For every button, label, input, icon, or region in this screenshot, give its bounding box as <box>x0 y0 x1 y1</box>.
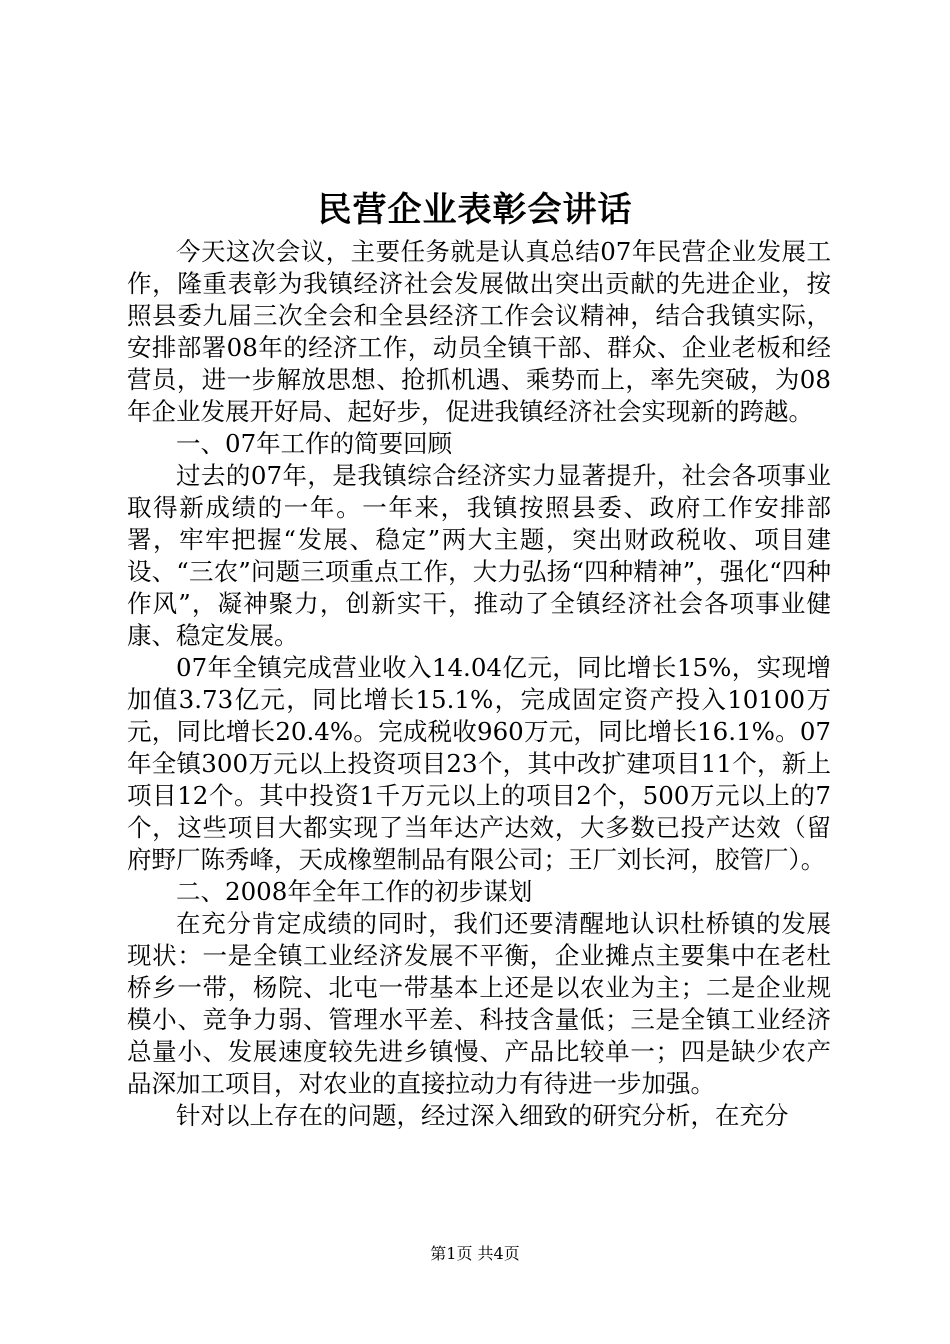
section-heading-2: 二、2008年全年工作的初步谋划 <box>176 877 533 906</box>
paragraph-statistics: 07年全镇完成营业收入14.04亿元，同比增长15%，实现增加值3.73亿元，同比增长15.1%，完成固定资产投入10100万元，同比增长20.4%。完成税收960万元，同比增长16.1%。07年全镇300万元以上投资项目23个，其中改扩建项目11个，新上项目12个。其中投资1千万元以上的项目2个，500万元以上的7个，这些项目大都实现了当年达产达效，大多数已投产达效（留府野厂陈秀峰，天成橡塑制品有限公司；王厂刘长河，胶管厂）。 <box>127 653 831 874</box>
paragraph-intro: 今天这次会议，主要任务就是认真总结07年民营企业发展工作，隆重表彰为我镇经济社会发展做出突出贡献的先进企业，按照县委九届三次全会和全县经济工作会议精神，结合我镇实际，安排部署08年的经济工作，动员全镇干部、群众、企业老板和经营员，进一步解放思想、抢抓机遇、乘势而上，率先突破，为08年企业发展开好局、起好步，促进我镇经济社会实现新的跨越。 <box>127 237 831 426</box>
paragraph-review: 过去的07年，是我镇综合经济实力显著提升，社会各项事业取得新成绩的一年。一年来，我镇按照县委、政府工作安排部署，牢牢把握“发展、稳定”两大主题，突出财政税收、项目建设、“三农”问题三项重点工作，大力弘扬“四种精神”，强化“四种作风”，凝神聚力，创新实干，推动了全镇经济社会各项事业健康、稳定发展。 <box>127 461 831 650</box>
section-heading-1: 一、07年工作的简要回顾 <box>176 429 453 458</box>
document-body <box>127 236 831 1132</box>
document-title: 民营企业表彰会讲话 <box>317 190 633 230</box>
paragraph-analysis: 针对以上存在的问题，经过深入细致的研究分析，在充分 <box>176 1101 789 1130</box>
page-footer: 第1页 共4页 <box>430 1244 520 1263</box>
paragraph-problems: 在充分肯定成绩的同时，我们还要清醒地认识杜桥镇的发展现状：一是全镇工业经济发展不平衡，企业摊点主要集中在老杜桥乡一带，杨院、北屯一带基本上还是以农业为主；二是企业规模小、竞争力弱、管理水平差、科技含量低；三是全镇工业经济总量小、发展速度较先进乡镇慢、产品比较单一；四是缺少农产品深加工项目，对农业的直接拉动力有待进一步加强。 <box>127 909 831 1098</box>
